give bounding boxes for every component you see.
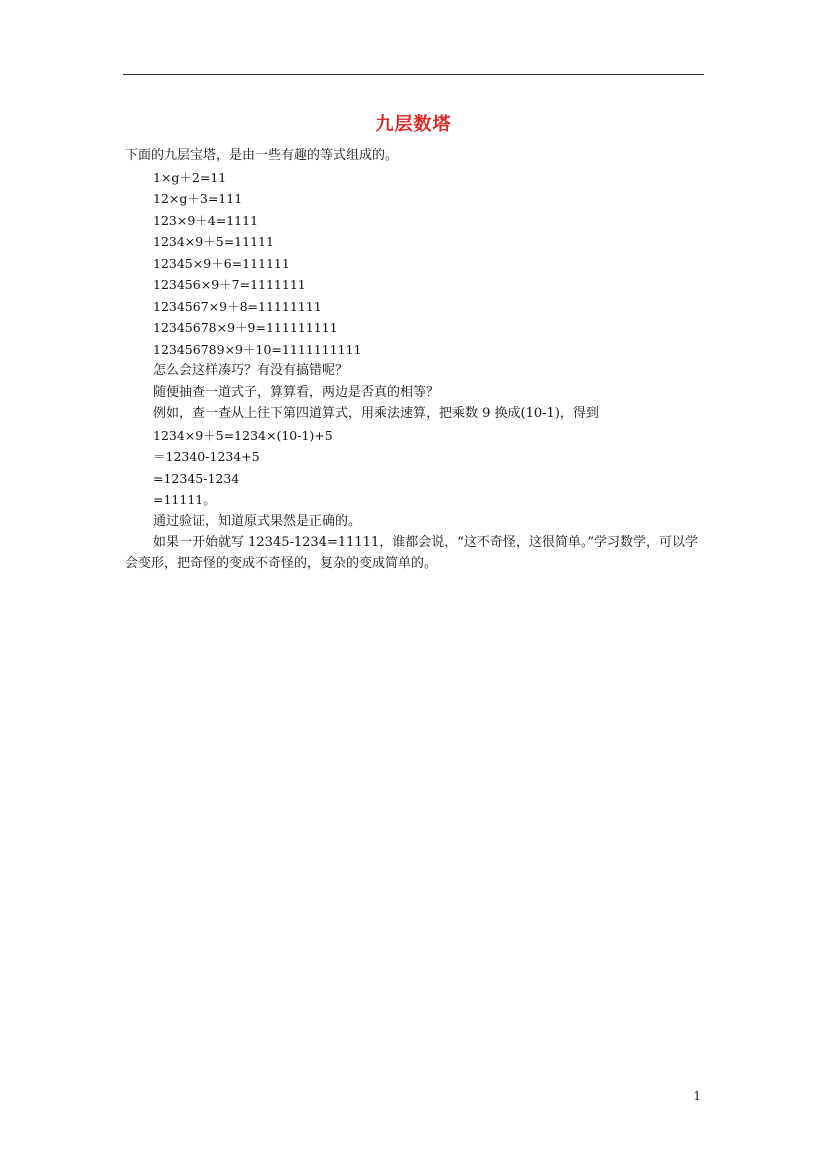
equation-line: 123456×9＋7=1111111 xyxy=(153,277,306,292)
calculation-step: =12345-1234 xyxy=(153,470,240,486)
document-body xyxy=(125,145,710,574)
intro-paragraph: 下面的九层宝塔，是由一些有趣的等式组成的。 xyxy=(125,148,399,163)
verification-line: 通过验证，知道原式果然是正确的。 xyxy=(153,513,362,529)
question-line: 随便抽查一道式子，算算看，两边是否真的相等？ xyxy=(153,384,440,400)
equation-line: 1234×9＋5=11111 xyxy=(153,234,274,249)
conclusion-paragraph: 如果一开始就写 12345-1234=11111，谁都会说，“这不奇怪，这很简单。”学习数学，可以学会变形，把奇怪的变成不奇怪的，复杂的变成简单的。 xyxy=(125,535,699,571)
equation-line: 123456789×9＋10=1111111111 xyxy=(153,341,362,357)
calculation-step: 1234×9＋5=1234×(10-1)+5 xyxy=(153,427,333,443)
calculation-step: ＝12340-1234+5 xyxy=(153,449,260,464)
equation-line: 123×9＋4=1111 xyxy=(153,212,259,228)
equation-line: 12345678×9＋9=111111111 xyxy=(153,320,338,335)
example-line: 例如，查一查从上往下第四道算式，用乘法速算，把乘数 9 换成(10-1)，得到 xyxy=(153,406,599,421)
page-number: 1 xyxy=(693,1089,701,1103)
equation-line: 1234567×9＋8=11111111 xyxy=(153,298,322,314)
equation-line: 1×g＋2=11 xyxy=(153,169,227,185)
header-rule xyxy=(123,74,704,75)
calculation-step: =11111。 xyxy=(153,492,216,507)
document-title: 九层数塔 xyxy=(375,114,452,135)
equation-line: 12345×9＋6=111111 xyxy=(153,255,290,271)
equation-line: 12×g＋3=111 xyxy=(153,191,243,206)
question-line: 怎么会这样凑巧？有没有搞错呢？ xyxy=(153,363,349,378)
